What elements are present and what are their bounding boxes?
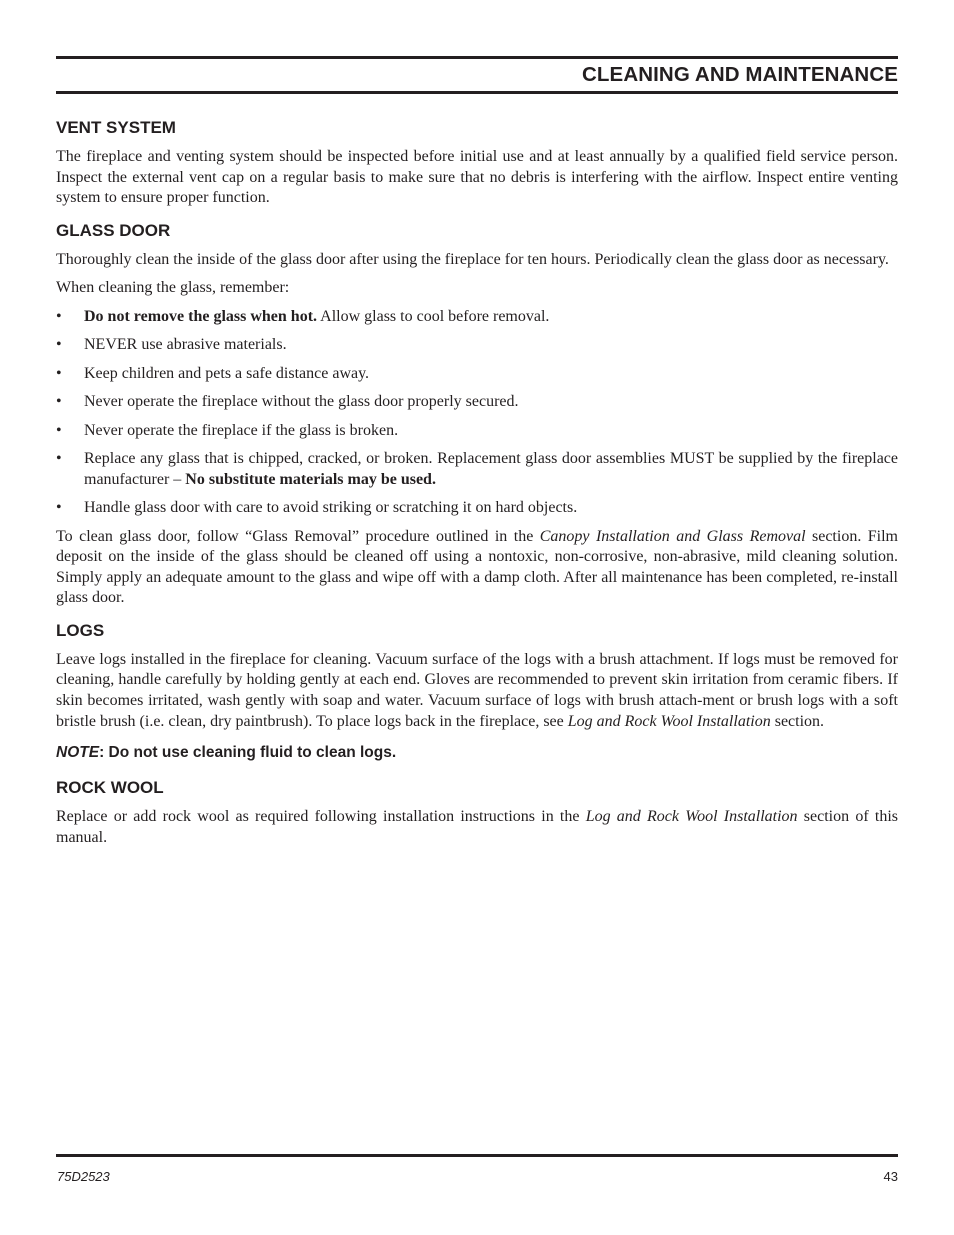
section-reference: Log and Rock Wool Installation	[585, 808, 798, 826]
bullet-text: Allow glass to cool before removal.	[317, 307, 550, 325]
bullet-icon: •	[56, 393, 62, 411]
bullet-icon: •	[56, 498, 62, 516]
list-item	[56, 498, 898, 519]
document-code: 75D2523	[57, 1169, 110, 1184]
list-item	[56, 307, 898, 328]
glass-door-cleaning-paragraph	[56, 527, 898, 609]
glass-door-heading: GLASS DOOR	[56, 220, 171, 240]
paragraph-text: Replace or add rock wool as required following installation instructions in the	[56, 808, 586, 826]
paragraph-text: section. Film deposit on the inside of the glass should be cleaned off using a nontoxic, non-corrosive, non-abrasive, mild cleaning solution. Simply apply an adequate amount to the glass and wipe off with a damp cloth. After all maintenance has been completed, re-install glass door.	[56, 527, 899, 607]
rock-wool-paragraph	[56, 807, 898, 848]
list-item	[56, 421, 898, 442]
bullet-bold-text: Do not remove the glass when hot.	[84, 307, 318, 325]
bullet-icon: •	[56, 307, 62, 325]
bullet-icon: •	[56, 364, 62, 382]
page-title: CLEANING AND MAINTENANCE	[582, 63, 898, 86]
logs-section	[56, 619, 898, 764]
note-text: : Do not use cleaning fluid to clean logs.	[99, 744, 397, 762]
list-item	[56, 364, 898, 385]
bullet-text: Keep children and pets a safe distance away.	[84, 364, 370, 382]
logs-paragraph	[56, 650, 898, 732]
bullet-icon: •	[56, 449, 62, 467]
glass-door-intro: Thoroughly clean the inside of the glass door after using the fireplace for ten hours. Periodically clean the glass door as necessary.	[56, 250, 889, 268]
bullet-text: Handle glass door with care to avoid striking or scratching it on hard objects.	[84, 498, 578, 516]
paragraph-text: Leave logs installed in the fireplace for cleaning. Vacuum surface of the logs with a brush attachment. If logs must be removed for cleaning, handle carefully by holding gently at each end. Gloves are recommended to prevent skin irritation from ceramic fibers. If skin becomes irritated, wash gently with soap and water. Vacuum surface of logs with brush attach-ment or brush logs with a soft bristle brush (i.e. clean, dry paintbrush). To place logs back in the fireplace, see	[56, 650, 898, 730]
bullet-text: NEVER use abrasive materials.	[84, 336, 287, 354]
bullet-icon: •	[56, 421, 62, 439]
paragraph-text: To clean glass door, follow “Glass Removal” procedure outlined in the	[56, 527, 540, 545]
logs-heading: LOGS	[56, 620, 105, 640]
page-number: 43	[883, 1169, 898, 1184]
main-content	[56, 116, 898, 858]
glass-door-bullet-list	[56, 307, 898, 519]
logs-note	[56, 742, 898, 764]
section-reference: Log and Rock Wool Installation	[567, 712, 771, 730]
header-bottom-rule	[56, 91, 898, 94]
header-top-rule	[56, 56, 898, 59]
list-item	[56, 392, 898, 413]
list-item	[56, 449, 898, 490]
bullet-text: Replace any glass that is chipped, cracked, or broken. Replacement glass door assemblies MUST be supplied by the fireplace manufacturer –	[84, 449, 898, 488]
paragraph-text: section.	[770, 712, 825, 730]
footer-rule	[56, 1154, 898, 1157]
bullet-text: Never operate the fireplace if the glass is broken.	[84, 421, 399, 439]
bullet-bold-text: No substitute materials may be used.	[185, 470, 436, 488]
bullet-text: Never operate the fireplace without the glass door properly secured.	[84, 393, 519, 411]
paragraph-text: section of this manual.	[56, 808, 898, 846]
list-item	[56, 335, 898, 356]
rock-wool-section	[56, 776, 898, 848]
bullet-icon: •	[56, 336, 62, 354]
vent-system-section	[56, 116, 898, 209]
note-label: NOTE	[56, 744, 100, 762]
rock-wool-heading: ROCK WOOL	[56, 778, 164, 798]
vent-system-heading: VENT SYSTEM	[56, 118, 176, 137]
glass-door-section	[56, 219, 898, 609]
section-reference: Canopy Installation and Glass Removal	[539, 527, 806, 545]
glass-door-remember: When cleaning the glass, remember:	[56, 279, 290, 297]
vent-system-paragraph: The fireplace and venting system should be inspected before initial use and at least annually by a qualified field service person. Inspect the external vent cap on a regular basis to make sure that no debris is interfering with the airflow. Inspect entire venting system to ensure proper function.	[56, 148, 898, 207]
